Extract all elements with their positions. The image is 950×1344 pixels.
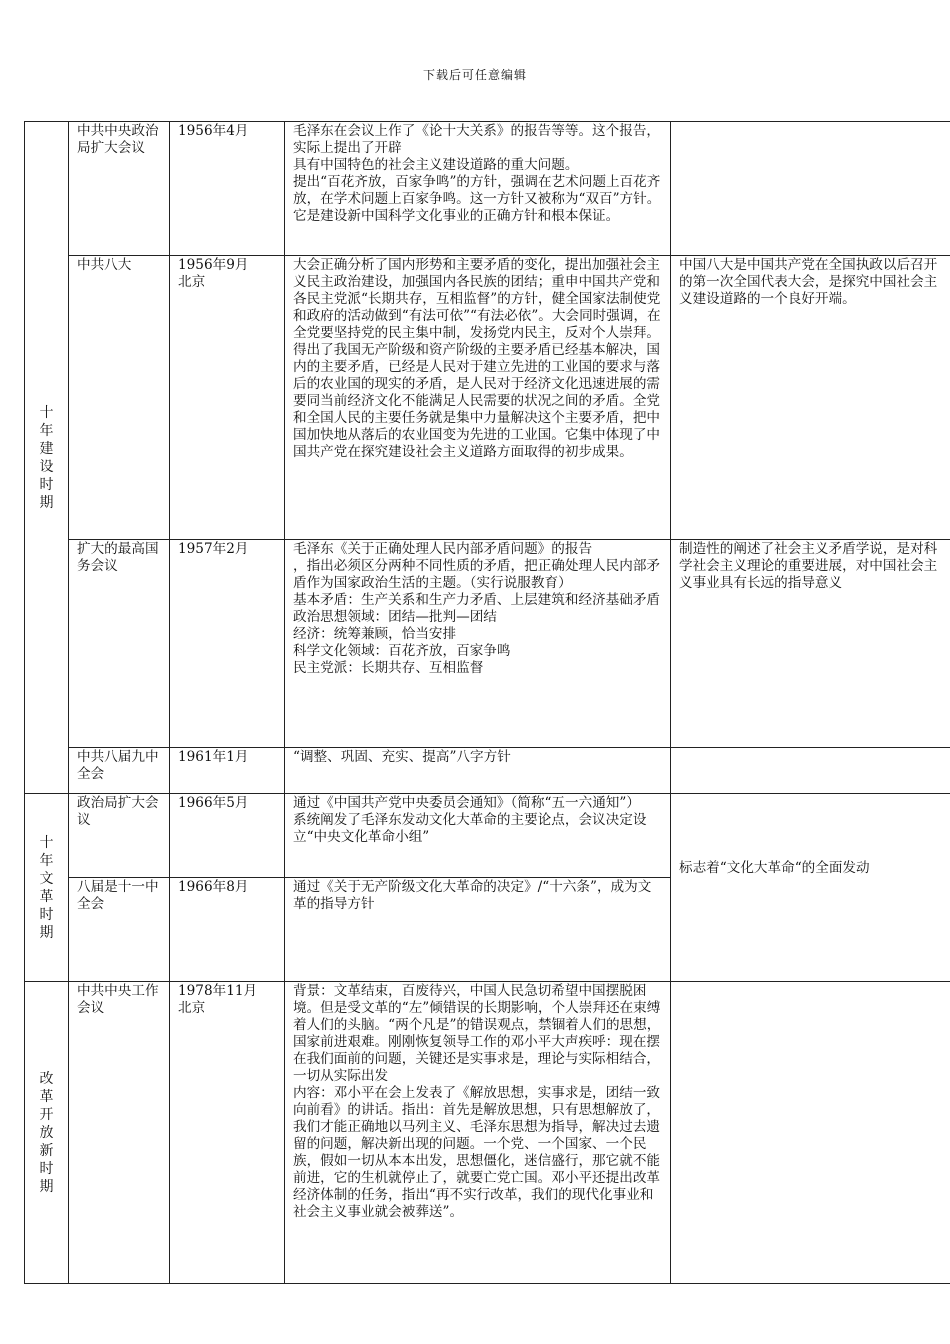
period-label: 十年建设时期 bbox=[39, 404, 54, 511]
significance-cell bbox=[671, 256, 950, 540]
time-cell bbox=[170, 794, 285, 878]
table-row bbox=[25, 256, 950, 540]
time-text: 1961年1月 bbox=[178, 749, 249, 765]
period-cell bbox=[25, 794, 69, 982]
significance-cell bbox=[671, 540, 950, 748]
page-header: 下载后可任意编辑 bbox=[422, 68, 527, 82]
time-cell bbox=[170, 256, 285, 540]
significance-cell bbox=[671, 794, 950, 982]
time-text: 1957年2月 bbox=[178, 541, 249, 557]
content-cell bbox=[285, 540, 671, 748]
significance-text: 中国八大是中国共产党在全国执政以后召开的第一次全国代表大会，是探究中国社会主义建设道路的一个良好开端。 bbox=[679, 257, 938, 307]
meeting-cell bbox=[69, 122, 170, 256]
content-line: ，指出必须区分两种不同性质的矛盾，把正确处理人民内部矛盾作为国家政治生活的主题。（实行说服教育） bbox=[293, 558, 661, 591]
place-text: 北京 bbox=[178, 1000, 206, 1016]
content-line: 通过《中国共产党中央委员会通知》（简称“五一六通知”） 系统阐发了毛泽东发动文化大革命的主要论点，会议决定设立“中央文化革命小组” bbox=[293, 795, 652, 845]
content-line: 提出“百花齐放，百家争鸣”的方针，强调在艺术问题上百花齐放，在学术问题上百家争鸣。这一方针又被称为“双百”方针。它是建设新中国科学文化事业的正确方针和根本保证。 bbox=[293, 174, 661, 224]
meeting-cell bbox=[69, 540, 170, 748]
content-line: 基本矛盾：生产关系和生产力矛盾、上层建筑和经济基础矛盾 bbox=[293, 592, 661, 608]
table-row bbox=[25, 982, 950, 1284]
content-cell bbox=[285, 794, 671, 878]
content-line: “调整、巩固、充实、提高”八字方针 bbox=[293, 749, 511, 765]
period-label: 改革开放新时期 bbox=[39, 1070, 54, 1195]
history-table bbox=[24, 121, 950, 1284]
content-line: 毛泽东在会议上作了《论十大关系》的报告等等。这个报告，实际上提出了开辟 bbox=[293, 123, 661, 156]
period-cell bbox=[25, 122, 69, 794]
time-text: 1966年5月 bbox=[178, 795, 249, 811]
place-text: 北京 bbox=[178, 274, 206, 290]
table-row bbox=[25, 540, 950, 748]
period-label: 十年文革时期 bbox=[39, 834, 54, 941]
meeting-name: 中共中央政治局扩大会议 bbox=[77, 123, 159, 156]
content-cell bbox=[285, 122, 671, 256]
meeting-name: 政治局扩大会议 bbox=[77, 795, 159, 828]
time-cell bbox=[170, 878, 285, 982]
time-cell bbox=[170, 122, 285, 256]
significance-cell bbox=[671, 982, 950, 1284]
meeting-name: 扩大的最高国务会议 bbox=[77, 541, 159, 574]
significance-cell bbox=[671, 122, 950, 256]
content-line: 民主党派：长期共存、互相监督 bbox=[293, 660, 484, 676]
time-text: 1956年9月 bbox=[178, 257, 249, 273]
time-cell bbox=[170, 540, 285, 748]
significance-text: 标志着“文化大革命“的全面发动 bbox=[679, 859, 870, 876]
content-line: 内容：邓小平在会上发表了《解放思想，实事求是，团结一致向前看》的讲话。指出：首先是解放思想，只有思想解放了，我们才能正确地以马列主义、毛泽东思想为指导，解决过去遗留的问题，解决新出现的问题。一个党、一个国家、一个民族，假如一切从本本出发，思想僵化，迷信盛行，那它就不能前进，它的生机就停止了，就要亡党亡国。邓小平还提出改革经济体制的任务，指出“再不实行改革，我们的现代化事业和社会主义事业就会被葬送”。 bbox=[293, 1085, 661, 1220]
content-cell bbox=[285, 748, 671, 794]
significance-text: 制造性的阐述了社会主义矛盾学说，是对科学社会主义理论的重要进展，对中国社会主义事业具有长远的指导意义 bbox=[679, 541, 938, 591]
time-cell bbox=[170, 982, 285, 1284]
content-cell bbox=[285, 982, 671, 1284]
time-cell bbox=[170, 748, 285, 794]
time-text: 1966年8月 bbox=[178, 879, 249, 895]
meeting-cell bbox=[69, 748, 170, 794]
content-line: 经济：统筹兼顾，恰当安排 bbox=[293, 626, 457, 642]
table-row bbox=[25, 748, 950, 794]
meeting-name: 中共八届九中全会 bbox=[77, 749, 159, 782]
content-line: 背景：文革结束，百废待兴，中国人民急切希望中国摆脱困境。但是受文革的“左”倾错误的长期影响，个人崇拜还在束缚着人们的头脑。“两个凡是”的错误观点，禁锢着人们的思想，国家前进艰难。刚刚恢复领导工作的邓小平大声疾呼：现在摆在我们面前的问题，关键还是实事求是，理论与实际相结合，一切从实际出发 bbox=[293, 983, 661, 1084]
meeting-name: 八届是十一中全会 bbox=[77, 879, 159, 912]
content-line: 大会正确分析了国内形势和主要矛盾的变化，提出加强社会主义民主政治建设，加强国内各民族的团结；重申中国共产党和各民主党派“长期共存，互相监督”的方针，健全国家法制使党和政府的活动做到“有法可依”“有法必依”。大会同时强调，在全党要坚持党的民主集中制，发扬党内民主，反对个人崇拜。得出了我国无产阶级和资产阶级的主要矛盾已经基本解决，国内的主要矛盾，已经是人民对于建立先进的工业国的要求与落后的农业国的现实的矛盾，是人民对于经济文化迅速进展的需要同当前经济文化不能满足人民需要的状况之间的矛盾。全党和全国人民的主要任务就是集中力量解决这个主要矛盾，把中国加快地从落后的农业国变为先进的工业国。它集中体现了中国共产党在探究建设社会主义道路方面取得的初步成果。 bbox=[293, 257, 661, 460]
time-text: 1956年4月 bbox=[178, 123, 249, 139]
meeting-cell bbox=[69, 794, 170, 878]
content-line: 政治思想领域：团结—批判—团结 bbox=[293, 609, 497, 625]
time-text: 1978年11月 bbox=[178, 983, 258, 999]
content-cell bbox=[285, 256, 671, 540]
content-cell bbox=[285, 878, 671, 982]
meeting-cell bbox=[69, 256, 170, 540]
meeting-cell bbox=[69, 878, 170, 982]
meeting-name: 中共八大 bbox=[77, 257, 132, 273]
content-line: 毛泽东《关于正确处理人民内部矛盾问题》的报告 bbox=[293, 541, 593, 557]
meeting-name: 中共中央工作会议 bbox=[77, 983, 159, 1016]
period-cell bbox=[25, 982, 69, 1284]
content-line: 具有中国特色的社会主义建设道路的重大问题。 bbox=[293, 157, 579, 173]
content-line: 通过《关于无产阶级文化大革命的决定》/“十六条”，成为文革的指导方针 bbox=[293, 879, 652, 912]
table-row bbox=[25, 794, 950, 878]
meeting-cell bbox=[69, 982, 170, 1284]
table-row bbox=[25, 122, 950, 256]
content-line: 科学文化领域：百花齐放，百家争鸣 bbox=[293, 643, 511, 659]
significance-cell bbox=[671, 748, 950, 794]
